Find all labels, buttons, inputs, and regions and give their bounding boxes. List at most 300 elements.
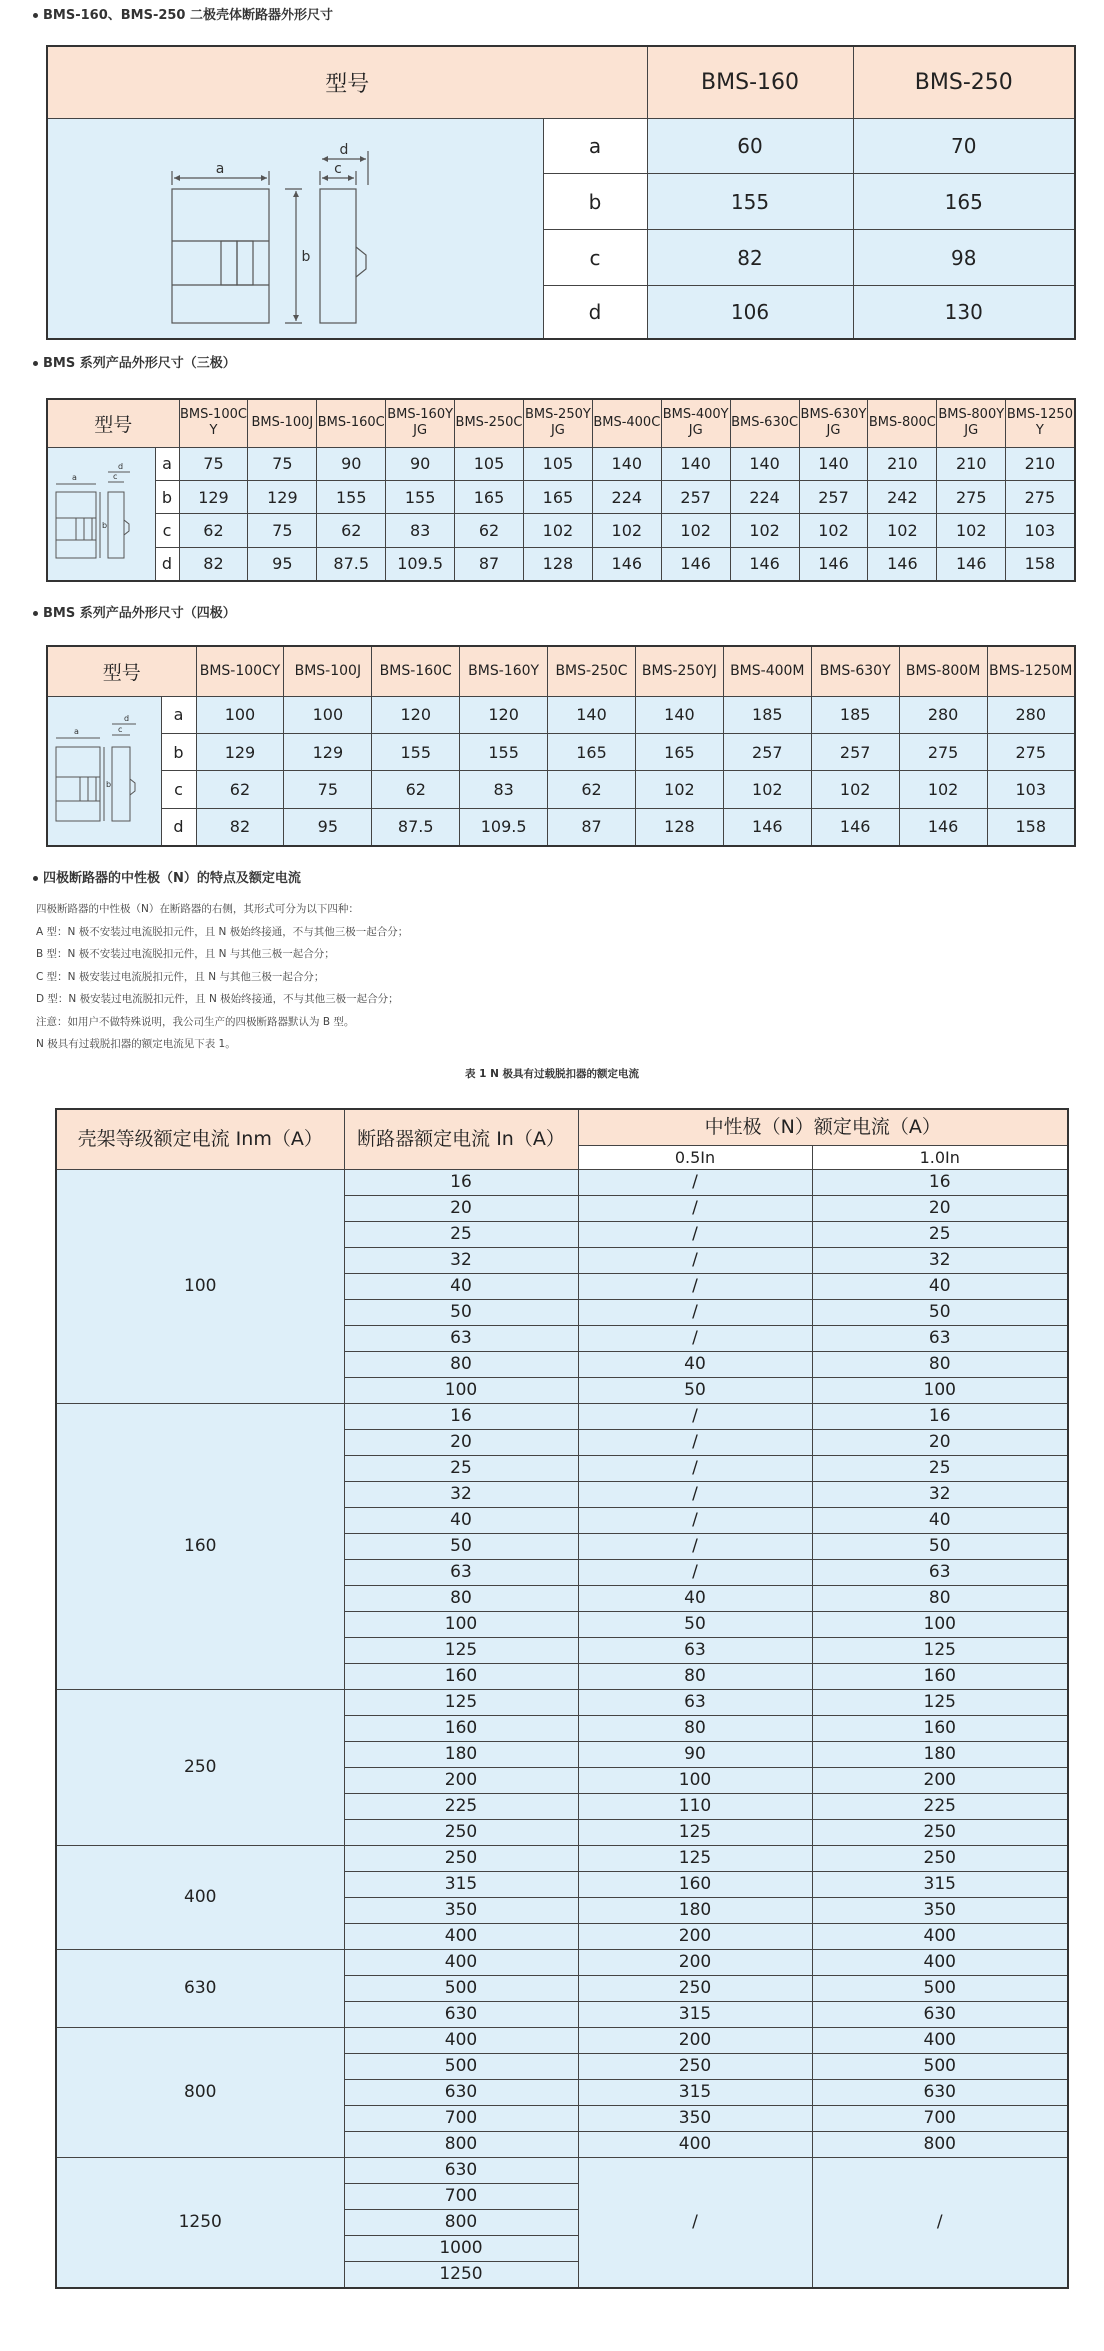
table-row xyxy=(56,1169,1068,1195)
value-cell: 102 xyxy=(799,514,868,547)
two-pole-dimensions-table xyxy=(46,45,1076,340)
half-in-cell: 125 xyxy=(578,1845,812,1871)
value-cell: 106 xyxy=(647,286,853,339)
value-cell: 102 xyxy=(899,771,987,808)
full-in-cell: 500 xyxy=(812,1975,1068,2001)
rated-current-cell: 350 xyxy=(344,1897,578,1923)
rated-current-header: 断路器额定电流 In（A） xyxy=(344,1109,578,1169)
three-pole-breaker-diagram xyxy=(48,448,154,576)
value-cell: 105 xyxy=(455,447,524,480)
half-in-cell: 315 xyxy=(578,2001,812,2027)
half-in-cell: 250 xyxy=(578,1975,812,2001)
note-line: C 型：N 极安装过电流脱扣元件，且 N 与其他三极一起合分； xyxy=(36,970,325,983)
value-cell: 75 xyxy=(248,514,317,547)
rated-current-cell: 1000 xyxy=(344,2235,578,2261)
rated-current-cell: 700 xyxy=(344,2183,578,2209)
section4-heading: 四极断路器的中性极（N）的特点及额定电流 xyxy=(33,867,301,886)
three-pole-dimensions-table xyxy=(46,398,1076,582)
value-cell: 62 xyxy=(372,771,460,808)
value-cell: 102 xyxy=(868,514,937,547)
rated-current-cell: 400 xyxy=(344,1923,578,1949)
value-cell: 102 xyxy=(635,771,723,808)
svg-text:b: b xyxy=(102,520,108,530)
frame-current-cell: 400 xyxy=(56,1845,344,1949)
full-in-cell: 500 xyxy=(812,2053,1068,2079)
value-cell: 75 xyxy=(179,447,248,480)
dim-a-label: a xyxy=(215,160,225,177)
value-cell: 128 xyxy=(635,808,723,845)
half-in-cell: 80 xyxy=(578,1715,812,1741)
dim-label: a xyxy=(543,118,647,174)
half-in-cell: / xyxy=(578,1195,812,1221)
rated-current-cell: 700 xyxy=(344,2105,578,2131)
model-column-header: BMS-630C xyxy=(730,399,799,447)
full-in-cell: 100 xyxy=(812,1611,1068,1637)
value-cell: 146 xyxy=(799,547,868,580)
model-column-header: BMS-800C xyxy=(868,399,937,447)
svg-text:c: c xyxy=(118,724,123,734)
value-cell: 257 xyxy=(661,480,730,513)
value-cell: 90 xyxy=(386,447,455,480)
dim-label: b xyxy=(155,480,179,513)
value-cell: 275 xyxy=(899,733,987,770)
rated-current-cell: 630 xyxy=(344,2157,578,2183)
frame-current-cell: 100 xyxy=(56,1169,344,1403)
value-cell: 146 xyxy=(899,808,987,845)
value-cell: 87.5 xyxy=(372,808,460,845)
dim-label: c xyxy=(543,230,647,286)
full-in-cell: 200 xyxy=(812,1767,1068,1793)
model-column-header: BMS-160C xyxy=(372,646,460,696)
value-cell: 155 xyxy=(372,733,460,770)
full-in-cell: 20 xyxy=(812,1195,1068,1221)
model-column-header: BMS-250YJ xyxy=(635,646,723,696)
half-in-cell: / xyxy=(578,2157,812,2288)
half-in-cell: 350 xyxy=(578,2105,812,2131)
rated-current-cell: 800 xyxy=(344,2131,578,2157)
section2-heading: BMS 系列产品外形尺寸（三极） xyxy=(33,352,236,371)
dim-label: b xyxy=(161,733,196,770)
full-in-cell: 20 xyxy=(812,1429,1068,1455)
value-cell: 82 xyxy=(196,808,284,845)
value-cell: 129 xyxy=(196,733,284,770)
value-cell: 210 xyxy=(868,447,937,480)
rated-current-cell: 100 xyxy=(344,1377,578,1403)
value-cell: 165 xyxy=(635,733,723,770)
rated-current-cell: 32 xyxy=(344,1481,578,1507)
value-cell: 102 xyxy=(811,771,899,808)
note-line: 注意：如用户不做特殊说明，我公司生产的四极断路器默认为 B 型。 xyxy=(36,1015,355,1028)
value-cell: 242 xyxy=(868,480,937,513)
half-in-cell: 50 xyxy=(578,1377,812,1403)
full-in-cell: 125 xyxy=(812,1637,1068,1663)
value-cell: 165 xyxy=(548,733,636,770)
value-cell: 102 xyxy=(937,514,1006,547)
full-in-cell: 25 xyxy=(812,1455,1068,1481)
full-in-cell: 80 xyxy=(812,1585,1068,1611)
neutral-pole-notes xyxy=(36,901,408,1059)
value-cell: 257 xyxy=(811,733,899,770)
model-column-header: BMS-630Y xyxy=(811,646,899,696)
model-column-header: BMS-100J xyxy=(248,399,317,447)
value-cell: 257 xyxy=(799,480,868,513)
half-in-cell: 90 xyxy=(578,1741,812,1767)
rated-current-cell: 100 xyxy=(344,1611,578,1637)
model-column-header: BMS-160YJG xyxy=(386,399,455,447)
model-column-header: BMS-800M xyxy=(899,646,987,696)
dim-label: b xyxy=(543,174,647,230)
rated-current-cell: 160 xyxy=(344,1715,578,1741)
table-row xyxy=(56,1403,1068,1429)
svg-text:a: a xyxy=(72,472,78,482)
half-in-cell: / xyxy=(578,1403,812,1429)
half-in-cell: / xyxy=(578,1273,812,1299)
value-cell: 140 xyxy=(661,447,730,480)
rated-current-cell: 63 xyxy=(344,1325,578,1351)
value-cell: 185 xyxy=(811,696,899,733)
dim-label: c xyxy=(155,514,179,547)
table-row xyxy=(56,1949,1068,1975)
value-cell: 257 xyxy=(723,733,811,770)
table-row xyxy=(56,1845,1068,1871)
half-in-cell: 125 xyxy=(578,1819,812,1845)
half-in-cell: / xyxy=(578,1455,812,1481)
rated-current-cell: 500 xyxy=(344,1975,578,2001)
section3-heading: BMS 系列产品外形尺寸（四极） xyxy=(33,602,236,621)
full-in-cell: 630 xyxy=(812,2001,1068,2027)
half-in-header: 0.5In xyxy=(578,1145,812,1169)
full-in-cell: 32 xyxy=(812,1481,1068,1507)
value-cell: 275 xyxy=(1006,480,1075,513)
rated-current-cell: 630 xyxy=(344,2001,578,2027)
model-bms-160-header: BMS-160 xyxy=(647,46,853,118)
svg-text:b: b xyxy=(106,779,112,789)
value-cell: 146 xyxy=(730,547,799,580)
value-cell: 129 xyxy=(284,733,372,770)
value-cell: 210 xyxy=(937,447,1006,480)
half-in-cell: 40 xyxy=(578,1351,812,1377)
full-in-cell: 63 xyxy=(812,1559,1068,1585)
rated-current-cell: 225 xyxy=(344,1793,578,1819)
rated-current-cell: 200 xyxy=(344,1767,578,1793)
two-pole-breaker-diagram xyxy=(48,119,543,333)
rated-current-cell: 400 xyxy=(344,1949,578,1975)
full-in-cell: 40 xyxy=(812,1507,1068,1533)
rated-current-cell: 125 xyxy=(344,1689,578,1715)
half-in-cell: 250 xyxy=(578,2053,812,2079)
half-in-cell: / xyxy=(578,1507,812,1533)
value-cell: 140 xyxy=(635,696,723,733)
table-row xyxy=(56,1689,1068,1715)
half-in-cell: 100 xyxy=(578,1767,812,1793)
value-cell: 140 xyxy=(799,447,868,480)
value-cell: 120 xyxy=(460,696,548,733)
value-cell: 224 xyxy=(730,480,799,513)
full-in-cell: 315 xyxy=(812,1871,1068,1897)
value-cell: 155 xyxy=(460,733,548,770)
full-in-cell: 350 xyxy=(812,1897,1068,1923)
value-cell: 62 xyxy=(548,771,636,808)
full-in-cell: 700 xyxy=(812,2105,1068,2131)
full-in-cell: 250 xyxy=(812,1845,1068,1871)
frame-current-header: 壳架等级额定电流 Inm（A） xyxy=(56,1109,344,1169)
table-row xyxy=(56,2027,1068,2053)
half-in-cell: 63 xyxy=(578,1637,812,1663)
table-caption: 表 1 N 极具有过载脱扣器的额定电流 xyxy=(464,1068,640,1080)
value-cell: 155 xyxy=(647,174,853,230)
model-column-header: BMS-400M xyxy=(723,646,811,696)
value-cell: 146 xyxy=(723,808,811,845)
dim-label: d xyxy=(543,286,647,339)
note-line: N 极具有过载脱扣器的额定电流见下表 1。 xyxy=(36,1038,236,1050)
full-in-cell: 50 xyxy=(812,1299,1068,1325)
half-in-cell: / xyxy=(578,1533,812,1559)
note-line: D 型：N 极安装过电流脱扣元件，且 N 极始终接通，不与其他三极一起合分； xyxy=(36,993,399,1005)
value-cell: 129 xyxy=(179,480,248,513)
full-in-cell: 16 xyxy=(812,1169,1068,1195)
neutral-current-header: 中性极（N）额定电流（A） xyxy=(578,1109,1068,1145)
rated-current-cell: 16 xyxy=(344,1169,578,1195)
half-in-cell: / xyxy=(578,1247,812,1273)
note-line: A 型：N 极不安装过电流脱扣元件，且 N 极始终接通，不与其他三极一起合分； xyxy=(36,925,409,938)
value-cell: 75 xyxy=(284,771,372,808)
dim-label: d xyxy=(161,808,196,845)
value-cell: 90 xyxy=(317,447,386,480)
half-in-cell: 50 xyxy=(578,1611,812,1637)
dim-d-label: d xyxy=(339,141,349,158)
full-in-cell: 80 xyxy=(812,1351,1068,1377)
half-in-cell: 200 xyxy=(578,1923,812,1949)
value-cell: 100 xyxy=(196,696,284,733)
bullet-icon xyxy=(33,13,38,18)
value-cell: 102 xyxy=(661,514,730,547)
value-cell: 103 xyxy=(1006,514,1075,547)
rated-current-cell: 250 xyxy=(344,1845,578,1871)
half-in-cell: 40 xyxy=(578,1585,812,1611)
value-cell: 75 xyxy=(248,447,317,480)
rated-current-cell: 40 xyxy=(344,1273,578,1299)
dimension-diagram-cell xyxy=(47,447,155,581)
value-cell: 60 xyxy=(647,118,853,174)
full-in-cell: 160 xyxy=(812,1715,1068,1741)
full-in-cell: 40 xyxy=(812,1273,1068,1299)
half-in-cell: 400 xyxy=(578,2131,812,2157)
rated-current-cell: 1250 xyxy=(344,2261,578,2288)
full-in-cell: / xyxy=(812,2157,1068,2288)
rated-current-cell: 32 xyxy=(344,1247,578,1273)
half-in-cell: 160 xyxy=(578,1871,812,1897)
value-cell: 129 xyxy=(248,480,317,513)
rated-current-cell: 20 xyxy=(344,1195,578,1221)
four-pole-breaker-diagram xyxy=(48,697,160,841)
model-column-header: BMS-1250M xyxy=(987,646,1075,696)
full-in-cell: 16 xyxy=(812,1403,1068,1429)
rated-current-cell: 50 xyxy=(344,1299,578,1325)
dim-label: a xyxy=(155,447,179,480)
full-in-cell: 50 xyxy=(812,1533,1068,1559)
full-in-cell: 225 xyxy=(812,1793,1068,1819)
value-cell: 87.5 xyxy=(317,547,386,580)
rated-current-cell: 80 xyxy=(344,1351,578,1377)
full-in-cell: 180 xyxy=(812,1741,1068,1767)
full-in-cell: 250 xyxy=(812,1819,1068,1845)
value-cell: 102 xyxy=(523,514,592,547)
value-cell: 146 xyxy=(661,547,730,580)
value-cell: 155 xyxy=(317,480,386,513)
table-row xyxy=(56,2157,1068,2183)
half-in-cell: / xyxy=(578,1221,812,1247)
value-cell: 87 xyxy=(548,808,636,845)
rated-current-cell: 400 xyxy=(344,2027,578,2053)
value-cell: 109.5 xyxy=(386,547,455,580)
half-in-cell: 315 xyxy=(578,2079,812,2105)
rated-current-cell: 630 xyxy=(344,2079,578,2105)
full-in-cell: 800 xyxy=(812,2131,1068,2157)
value-cell: 103 xyxy=(987,771,1075,808)
value-cell: 140 xyxy=(548,696,636,733)
model-column-header: BMS-160C xyxy=(317,399,386,447)
full-in-cell: 160 xyxy=(812,1663,1068,1689)
full-in-cell: 100 xyxy=(812,1377,1068,1403)
value-cell: 87 xyxy=(455,547,524,580)
dim-b-label: b xyxy=(301,248,311,265)
value-cell: 165 xyxy=(853,174,1075,230)
value-cell: 70 xyxy=(853,118,1075,174)
value-cell: 158 xyxy=(1006,547,1075,580)
value-cell: 275 xyxy=(937,480,1006,513)
dim-label: a xyxy=(161,696,196,733)
value-cell: 146 xyxy=(592,547,661,580)
rated-current-cell: 315 xyxy=(344,1871,578,1897)
half-in-cell: 110 xyxy=(578,1793,812,1819)
svg-text:d: d xyxy=(118,461,124,471)
rated-current-cell: 63 xyxy=(344,1559,578,1585)
half-in-cell: 180 xyxy=(578,1897,812,1923)
full-in-header: 1.0In xyxy=(812,1145,1068,1169)
value-cell: 146 xyxy=(937,547,1006,580)
model-column-header: BMS-250C xyxy=(455,399,524,447)
svg-text:a: a xyxy=(74,726,80,736)
model-header: 型号 xyxy=(47,46,647,118)
model-column-header: BMS-100CY xyxy=(179,399,248,447)
half-in-cell: / xyxy=(578,1429,812,1455)
bullet-icon xyxy=(33,876,38,881)
frame-current-cell: 800 xyxy=(56,2027,344,2157)
rated-current-cell: 20 xyxy=(344,1429,578,1455)
value-cell: 83 xyxy=(386,514,455,547)
full-in-cell: 400 xyxy=(812,1923,1068,1949)
value-cell: 102 xyxy=(730,514,799,547)
value-cell: 102 xyxy=(723,771,811,808)
value-cell: 83 xyxy=(460,771,548,808)
value-cell: 275 xyxy=(987,733,1075,770)
rated-current-cell: 16 xyxy=(344,1403,578,1429)
svg-text:c: c xyxy=(113,471,118,481)
value-cell: 140 xyxy=(592,447,661,480)
value-cell: 210 xyxy=(1006,447,1075,480)
value-cell: 280 xyxy=(987,696,1075,733)
value-cell: 130 xyxy=(853,286,1075,339)
rated-current-cell: 50 xyxy=(344,1533,578,1559)
neutral-pole-current-table xyxy=(55,1108,1069,2289)
rated-current-cell: 80 xyxy=(344,1585,578,1611)
value-cell: 155 xyxy=(386,480,455,513)
model-column-header: BMS-100J xyxy=(284,646,372,696)
model-column-header: BMS-100CY xyxy=(196,646,284,696)
half-in-cell: 200 xyxy=(578,2027,812,2053)
half-in-cell: / xyxy=(578,1559,812,1585)
model-column-header: BMS-160Y xyxy=(460,646,548,696)
value-cell: 62 xyxy=(196,771,284,808)
rated-current-cell: 160 xyxy=(344,1663,578,1689)
full-in-cell: 400 xyxy=(812,1949,1068,1975)
dim-c-label: c xyxy=(334,160,342,177)
value-cell: 95 xyxy=(248,547,317,580)
dim-label: d xyxy=(155,547,179,580)
value-cell: 224 xyxy=(592,480,661,513)
value-cell: 280 xyxy=(899,696,987,733)
half-in-cell: / xyxy=(578,1169,812,1195)
rated-current-cell: 800 xyxy=(344,2209,578,2235)
value-cell: 146 xyxy=(868,547,937,580)
model-header: 型号 xyxy=(47,399,179,447)
value-cell: 128 xyxy=(523,547,592,580)
value-cell: 82 xyxy=(647,230,853,286)
full-in-cell: 400 xyxy=(812,2027,1068,2053)
full-in-cell: 25 xyxy=(812,1221,1068,1247)
rated-current-cell: 180 xyxy=(344,1741,578,1767)
rated-current-cell: 125 xyxy=(344,1637,578,1663)
half-in-cell: / xyxy=(578,1325,812,1351)
value-cell: 62 xyxy=(317,514,386,547)
dimension-diagram-cell xyxy=(47,118,543,339)
rated-current-cell: 25 xyxy=(344,1455,578,1481)
half-in-cell: / xyxy=(578,1481,812,1507)
value-cell: 98 xyxy=(853,230,1075,286)
bullet-icon xyxy=(33,611,38,616)
value-cell: 105 xyxy=(523,447,592,480)
model-column-header: BMS-250YJG xyxy=(523,399,592,447)
rated-current-cell: 250 xyxy=(344,1819,578,1845)
frame-current-cell: 160 xyxy=(56,1403,344,1689)
rated-current-cell: 500 xyxy=(344,2053,578,2079)
value-cell: 140 xyxy=(730,447,799,480)
frame-current-cell: 630 xyxy=(56,1949,344,2027)
value-cell: 165 xyxy=(523,480,592,513)
value-cell: 120 xyxy=(372,696,460,733)
value-cell: 165 xyxy=(455,480,524,513)
full-in-cell: 63 xyxy=(812,1325,1068,1351)
bullet-icon xyxy=(33,361,38,366)
model-column-header: BMS-400C xyxy=(592,399,661,447)
half-in-cell: 63 xyxy=(578,1689,812,1715)
note-line: 四极断路器的中性极（N）在断路器的右侧，其形式可分为以下四种： xyxy=(36,903,359,915)
half-in-cell: 80 xyxy=(578,1663,812,1689)
value-cell: 62 xyxy=(455,514,524,547)
rated-current-cell: 25 xyxy=(344,1221,578,1247)
half-in-cell: / xyxy=(578,1299,812,1325)
model-bms-250-header: BMS-250 xyxy=(853,46,1075,118)
frame-current-cell: 1250 xyxy=(56,2157,344,2288)
value-cell: 109.5 xyxy=(460,808,548,845)
dim-label: c xyxy=(161,771,196,808)
full-in-cell: 630 xyxy=(812,2079,1068,2105)
model-header: 型号 xyxy=(47,646,196,696)
model-column-header: BMS-800YJG xyxy=(937,399,1006,447)
value-cell: 95 xyxy=(284,808,372,845)
value-cell: 100 xyxy=(284,696,372,733)
value-cell: 82 xyxy=(179,547,248,580)
